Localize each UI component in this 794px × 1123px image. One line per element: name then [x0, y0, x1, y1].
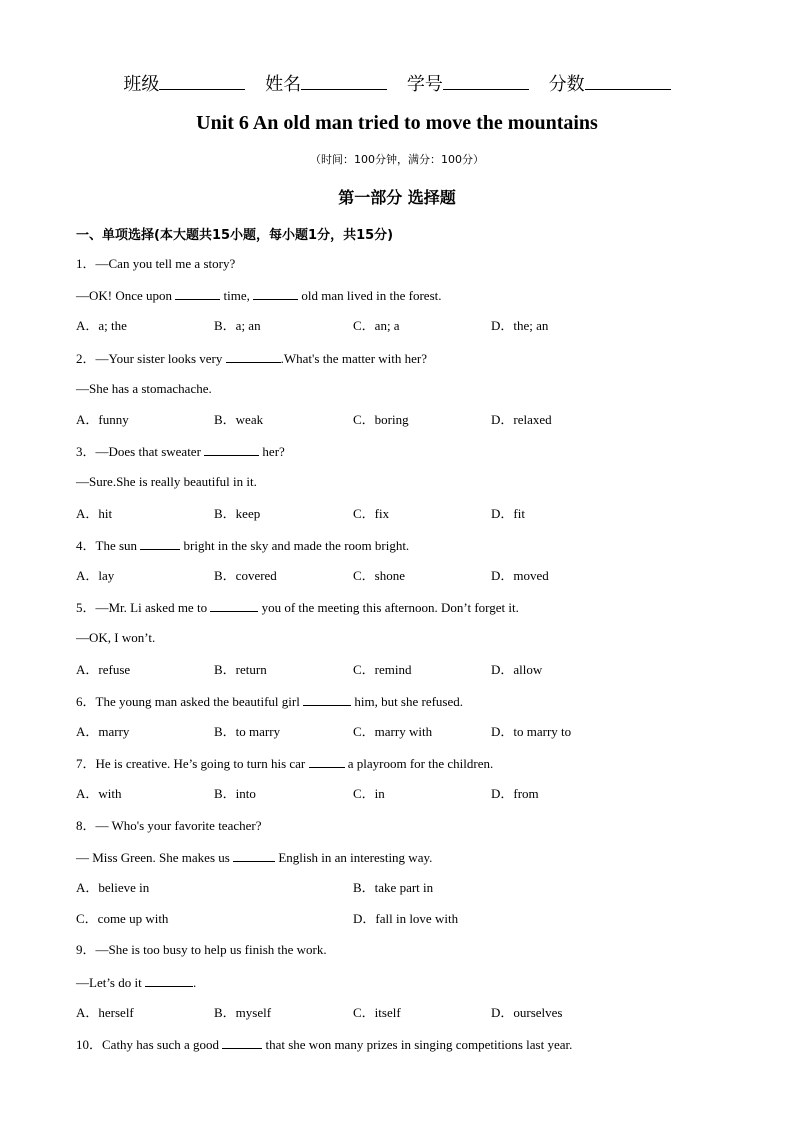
- question-text: time,: [220, 288, 254, 304]
- option-a[interactable]: A．a; the: [76, 318, 127, 334]
- answer-blank[interactable]: [210, 599, 258, 612]
- question-text: 3．—Does that sweater: [76, 444, 205, 460]
- option-b[interactable]: B．to marry: [214, 724, 281, 739]
- question-9-line-2: [76, 974, 196, 991]
- student-info-header: [0, 70, 794, 96]
- question-2-line-1: [76, 350, 427, 367]
- option-c[interactable]: C．marry with: [353, 724, 433, 739]
- option-c[interactable]: C．boring: [353, 412, 409, 427]
- option-a[interactable]: A．marry: [76, 724, 130, 739]
- option-c[interactable]: C．in: [353, 786, 385, 802]
- question-text: 10．Cathy has such a good: [76, 1037, 223, 1052]
- option-d[interactable]: D．to marry to: [491, 724, 572, 739]
- option-d[interactable]: D．moved: [491, 568, 549, 583]
- question-text: —OK! Once upon: [76, 288, 176, 304]
- option-a[interactable]: A．with: [76, 786, 122, 802]
- question-text: 5．—Mr. Li asked me to: [76, 600, 211, 616]
- question-3-line-1: [76, 443, 285, 460]
- question-text: bright in the sky and made the room bright.: [180, 537, 410, 553]
- answer-blank[interactable]: [253, 287, 298, 300]
- student-id-label: 学号: [406, 74, 443, 95]
- option-a[interactable]: A．refuse: [76, 661, 131, 677]
- name-label: 姓名: [265, 74, 302, 95]
- question-3-line-2: [76, 474, 257, 490]
- question-text: 7．He is creative. He’s going to turn his car: [76, 756, 309, 772]
- option-b[interactable]: B．myself: [214, 1004, 272, 1020]
- option-a[interactable]: A．funny: [76, 412, 129, 427]
- question-text: —She has a stomachache.: [76, 380, 212, 396]
- question-text: 4．The sun: [76, 537, 141, 553]
- question-5-line-1: [76, 599, 519, 616]
- question-4-line-1: [76, 537, 409, 554]
- answer-blank[interactable]: [140, 537, 180, 550]
- option-b[interactable]: B．covered: [214, 568, 277, 583]
- question-text: 1．—Can you tell me a story?: [76, 256, 236, 271]
- option-a[interactable]: A．believe in: [76, 880, 150, 895]
- option-d[interactable]: D．fit: [491, 505, 525, 521]
- question-1-line-2: [76, 287, 442, 304]
- question-6-line-1: [76, 693, 463, 710]
- question-8-line-2: [76, 849, 432, 866]
- question-9-line-1: [76, 942, 327, 958]
- question-8-line-1: [76, 818, 261, 834]
- section-title: 一、单项选择(本大题共15小题，每小题1分，共15分): [76, 228, 394, 243]
- option-b[interactable]: B．take part in: [353, 880, 434, 895]
- question-5-line-2: [76, 630, 155, 646]
- question-text: 6．The young man asked the beautiful girl: [76, 693, 304, 709]
- question-text: English in an interesting way.: [275, 849, 433, 865]
- question-text: —Let’s do it: [76, 974, 145, 990]
- option-b[interactable]: B．keep: [214, 505, 261, 521]
- score-label: 分数: [548, 74, 585, 95]
- option-d[interactable]: D．the; an: [491, 318, 549, 334]
- question-text: him, but she refused.: [351, 693, 464, 709]
- question-1-line-1: [76, 256, 235, 272]
- option-d[interactable]: D．ourselves: [491, 1004, 563, 1020]
- question-10-line-1: [76, 1036, 572, 1053]
- part-title: 第一部分 选择题: [338, 188, 456, 207]
- option-c[interactable]: C．itself: [353, 1004, 401, 1020]
- option-c[interactable]: C．an; a: [353, 318, 400, 334]
- question-text: 2．—Your sister looks very: [76, 350, 226, 366]
- option-d[interactable]: D．relaxed: [491, 412, 552, 427]
- option-c[interactable]: C．fix: [353, 505, 390, 521]
- answer-blank[interactable]: [309, 755, 345, 768]
- question-text: —Sure.She is really beautiful in it.: [76, 474, 257, 490]
- option-b[interactable]: B．weak: [214, 412, 264, 427]
- answer-blank[interactable]: [222, 1036, 262, 1049]
- option-a[interactable]: A．herself: [76, 1004, 134, 1020]
- answer-blank[interactable]: [175, 287, 220, 300]
- option-c[interactable]: C．shone: [353, 568, 406, 583]
- answer-blank[interactable]: [233, 849, 275, 862]
- question-text: .What's the matter with her?: [280, 350, 428, 366]
- student-id-blank[interactable]: [443, 73, 529, 90]
- page-title: Unit 6 An old man tried to move the mountains: [196, 112, 598, 134]
- question-text: 8．— Who's your favorite teacher?: [76, 817, 262, 833]
- option-a[interactable]: A．lay: [76, 568, 115, 583]
- class-blank[interactable]: [159, 73, 245, 90]
- question-text: 9．—She is too busy to help us finish the work.: [76, 942, 327, 958]
- score-blank[interactable]: [585, 73, 671, 90]
- option-d[interactable]: D．fall in love with: [353, 911, 459, 927]
- option-a[interactable]: A．hit: [76, 505, 113, 521]
- option-d[interactable]: D．from: [491, 786, 539, 802]
- option-b[interactable]: B．return: [214, 661, 267, 677]
- question-7-line-1: [76, 755, 493, 772]
- class-label: 班级: [123, 74, 160, 95]
- question-text: .: [192, 974, 197, 990]
- option-b[interactable]: B．a; an: [214, 318, 261, 334]
- question-text: you of the meeting this afternoon. Don’t forget it.: [258, 600, 519, 616]
- option-c[interactable]: C．remind: [353, 661, 412, 677]
- answer-blank[interactable]: [204, 443, 259, 456]
- question-text: — Miss Green. She makes us: [76, 849, 234, 865]
- option-d[interactable]: D．allow: [491, 661, 543, 677]
- name-blank[interactable]: [301, 73, 387, 90]
- question-text: that she won many prizes in singing competitions last year.: [262, 1037, 573, 1052]
- question-text: a playroom for the children.: [344, 756, 494, 772]
- option-b[interactable]: B．into: [214, 786, 256, 802]
- answer-blank[interactable]: [145, 974, 193, 987]
- answer-blank[interactable]: [303, 693, 351, 706]
- question-text: —OK, I won’t.: [76, 630, 156, 646]
- exam-subtitle: （时间：100分钟，满分：100分）: [310, 153, 484, 166]
- question-text: old man lived in the forest.: [298, 288, 442, 304]
- question-text: her?: [259, 444, 285, 460]
- question-2-line-2: [76, 381, 212, 397]
- answer-blank[interactable]: [226, 350, 281, 363]
- option-c[interactable]: C．come up with: [76, 911, 169, 927]
